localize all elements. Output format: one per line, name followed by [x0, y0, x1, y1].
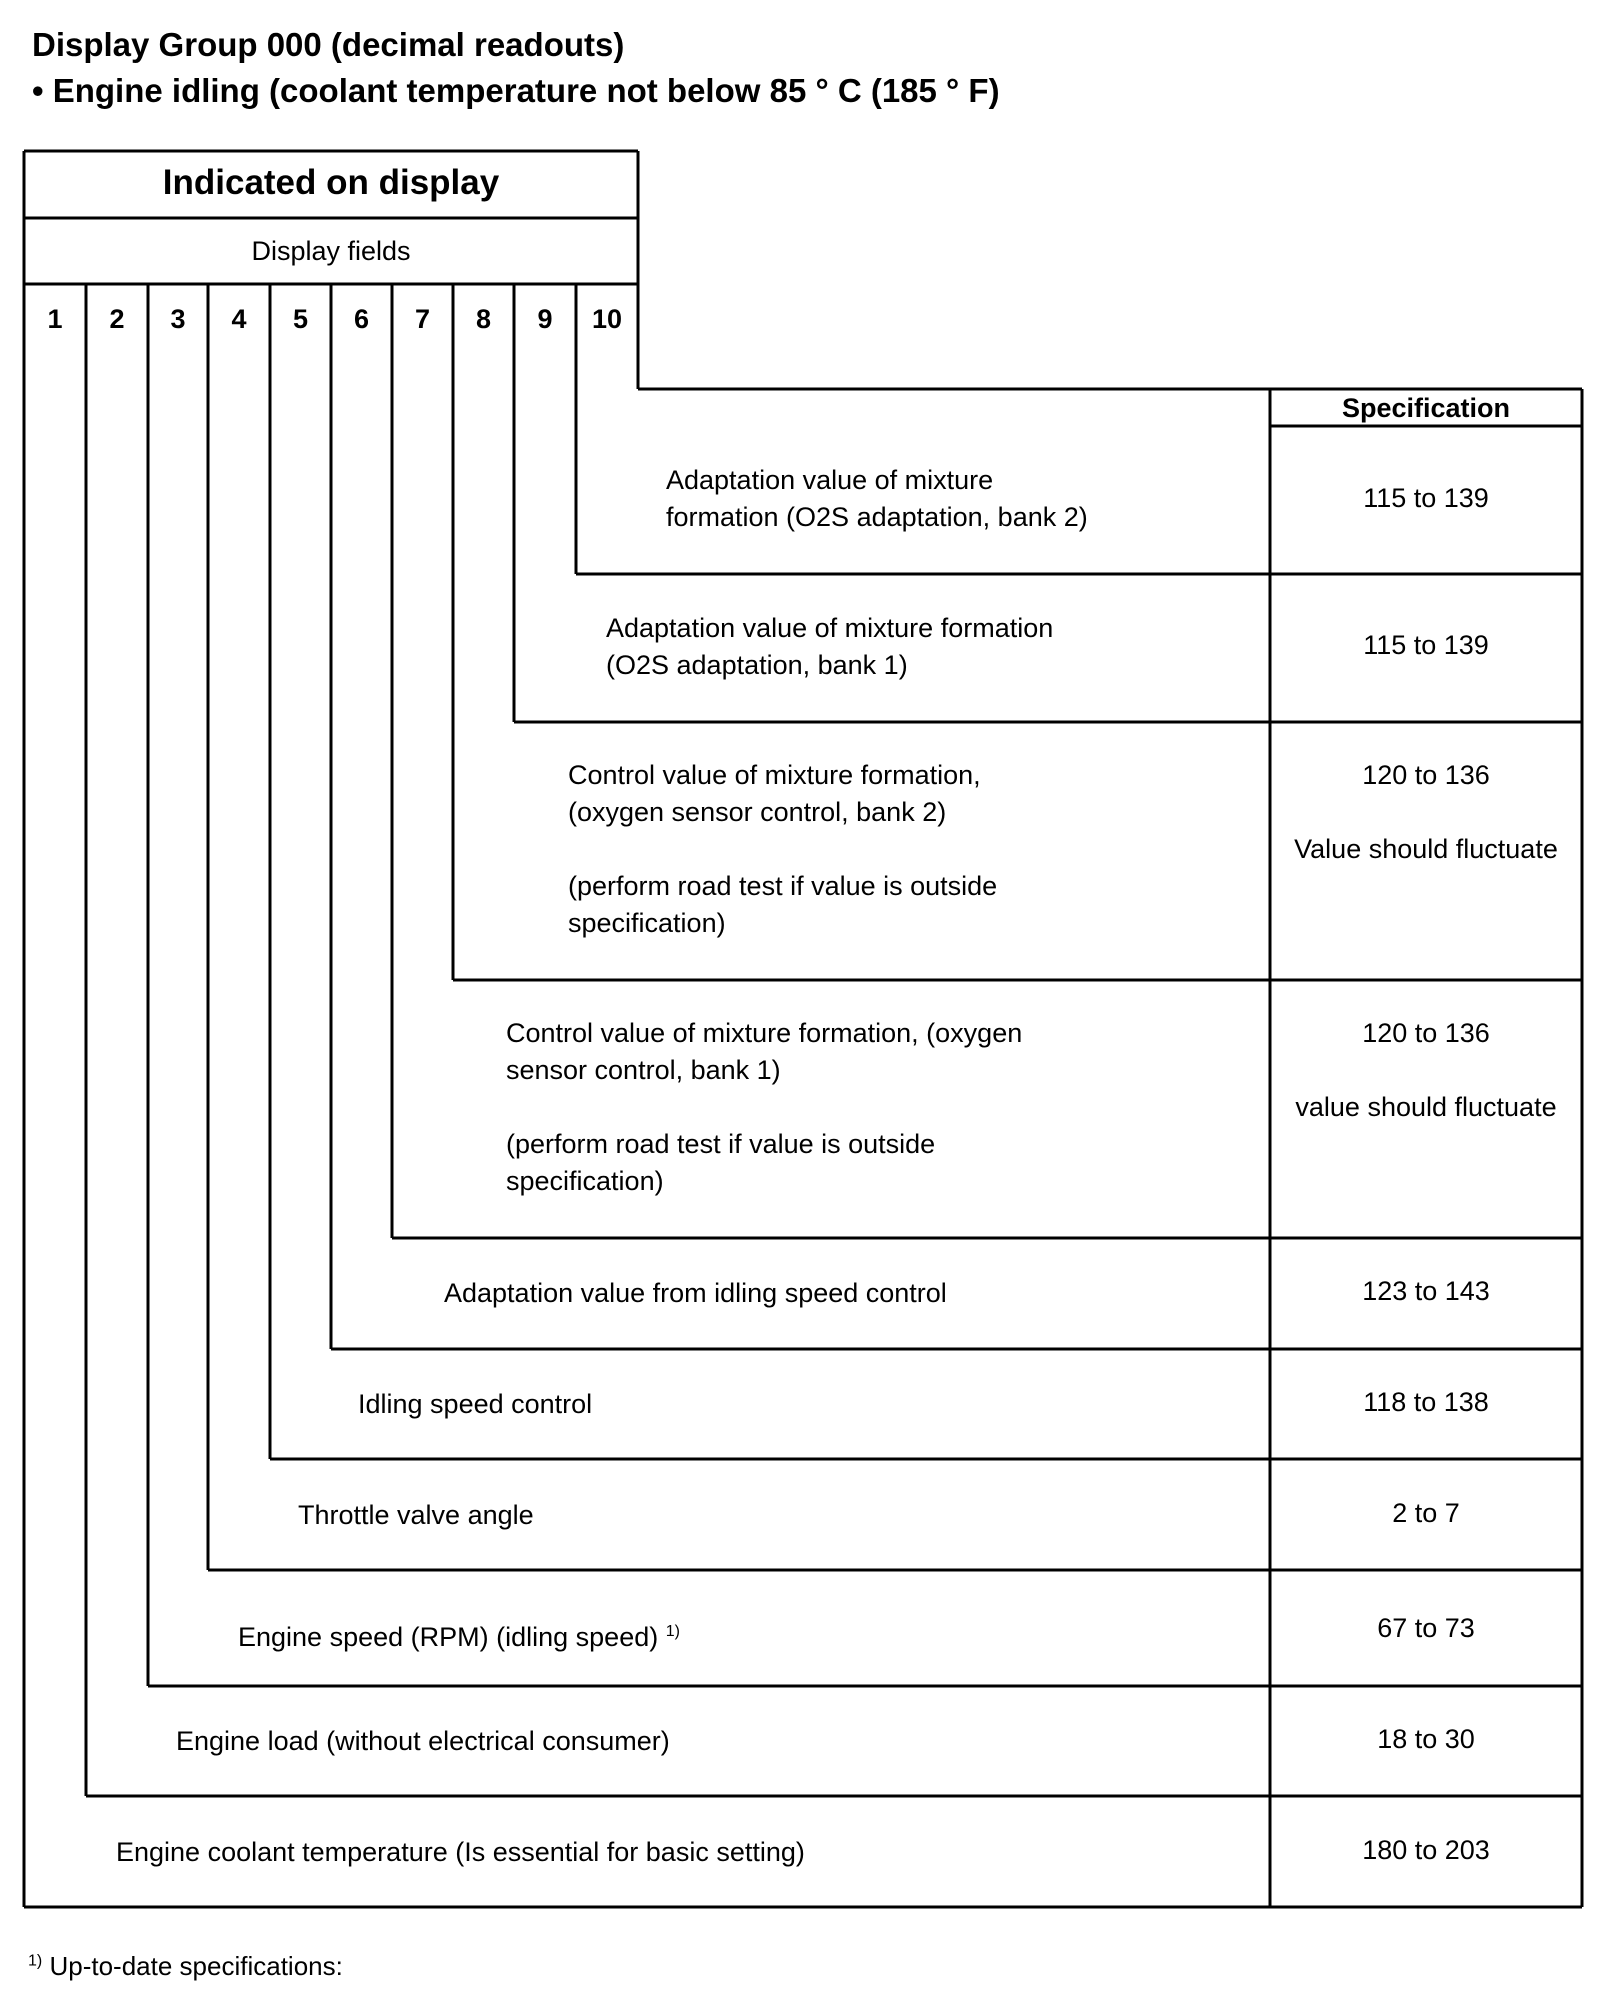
row-field-6-spec	[1270, 1273, 1582, 1310]
spec-value: 123 to 143	[1362, 1276, 1490, 1306]
field-number-9: 9	[537, 304, 553, 334]
description-line: (perform road test if value is outside	[506, 1129, 936, 1159]
row-field-10-description	[666, 462, 1088, 536]
spec-value: 120 to 136	[1362, 1018, 1490, 1048]
description-line: Throttle valve angle	[298, 1500, 534, 1530]
field-number-6: 6	[353, 304, 370, 334]
spec-value: 115 to 139	[1363, 630, 1489, 660]
row-field-3-spec	[1270, 1610, 1582, 1647]
row-field-8-description	[568, 757, 997, 942]
description-line: Engine coolant temperature (Is essential for basic setting)	[116, 1837, 805, 1867]
row-field-2-description	[176, 1723, 670, 1760]
row-field-7-spec	[1270, 1015, 1582, 1126]
description-line: Control value of mixture formation, (oxygen	[506, 1018, 1023, 1048]
row-field-7-description	[506, 1015, 1022, 1200]
spec-value: 120 to 136	[1362, 760, 1490, 790]
footnote	[28, 1951, 343, 1982]
row-field-5-description	[358, 1386, 592, 1423]
field-number-8: 8	[475, 304, 492, 334]
heading-line-1: Display Group 000 (decimal readouts)	[32, 26, 625, 63]
field-number-5: 5	[292, 304, 309, 334]
field-number-4: 4	[231, 304, 247, 334]
spec-value: 180 to 203	[1362, 1835, 1490, 1865]
row-field-9-description	[606, 610, 1053, 684]
row-field-4-spec	[1270, 1495, 1582, 1532]
row-field-8-spec	[1270, 757, 1582, 868]
field-number-2: 2	[109, 304, 125, 334]
spec-value: 2 to 7	[1392, 1498, 1460, 1528]
row-field-10-spec	[1270, 480, 1582, 517]
footnote-text: Up-to-date specifications:	[49, 1951, 343, 1981]
row-field-5-spec	[1270, 1384, 1582, 1421]
description-line: Engine speed (RPM) (idling speed)	[238, 1622, 659, 1652]
description-line: Adaptation value of mixture	[666, 465, 994, 495]
field-number-1: 1	[47, 304, 63, 334]
footnote-marker: 1)	[28, 1952, 43, 1970]
row-field-4-description	[298, 1497, 534, 1534]
row-field-6-description	[444, 1275, 947, 1312]
description-line: Adaptation value of mixture formation	[606, 613, 1054, 643]
spec-note: value should fluctuate	[1295, 1092, 1557, 1122]
spec-value: 18 to 30	[1377, 1724, 1475, 1754]
display-fields-header: Display fields	[251, 236, 411, 266]
field-number-7: 7	[414, 304, 431, 334]
description-line: specification)	[506, 1166, 664, 1196]
row-field-9-spec	[1270, 627, 1582, 664]
row-field-3-description	[238, 1613, 680, 1656]
spec-note: Value should fluctuate	[1294, 834, 1558, 864]
description-line: Engine load (without electrical consumer)	[176, 1726, 670, 1756]
row-field-2-spec	[1270, 1721, 1582, 1758]
field-number-3: 3	[170, 304, 186, 334]
description-line: Adaptation value from idling speed control	[444, 1278, 947, 1308]
indicated-on-display-header: Indicated on display	[162, 163, 500, 202]
description-line: formation (O2S adaptation, bank 2)	[666, 502, 1088, 532]
description-line: (oxygen sensor control, bank 2)	[568, 797, 947, 827]
row-field-1-description	[116, 1834, 805, 1871]
spec-value: 67 to 73	[1377, 1613, 1475, 1643]
spec-value: 118 to 138	[1363, 1387, 1489, 1417]
specification-header: Specification	[1341, 393, 1511, 423]
heading-line-2: • Engine idling (coolant temperature not below 85 ° C (185 ° F)	[32, 72, 1000, 109]
row-field-1-spec	[1270, 1832, 1582, 1869]
spec-value: 115 to 139	[1363, 483, 1489, 513]
description-line: sensor control, bank 1)	[506, 1055, 781, 1085]
footnote-marker: 1)	[665, 1623, 680, 1640]
description-line: (O2S adaptation, bank 1)	[606, 650, 908, 680]
field-number-10: 10	[591, 304, 623, 334]
description-line: Control value of mixture formation,	[568, 760, 981, 790]
description-line: specification)	[568, 908, 726, 938]
description-line: (perform road test if value is outside	[568, 871, 998, 901]
description-line: Idling speed control	[358, 1389, 593, 1419]
